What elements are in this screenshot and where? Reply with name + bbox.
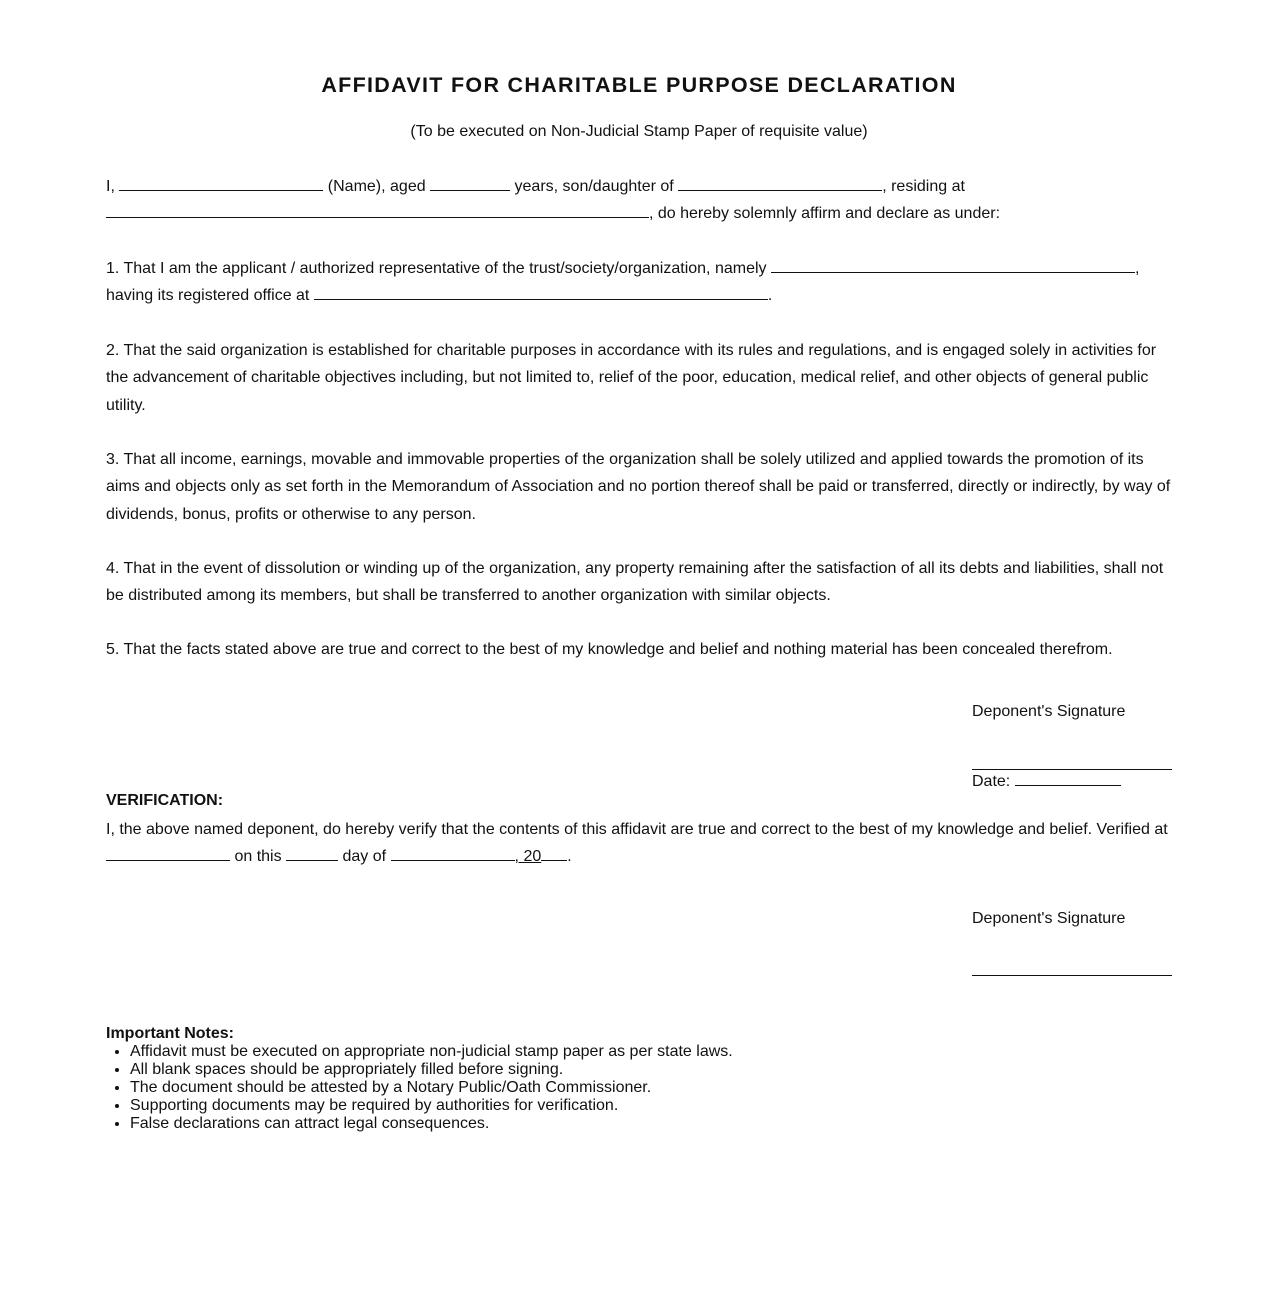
verification-text-end: . [567, 848, 572, 866]
verification-text-c: day of [342, 848, 387, 866]
intro-text-affirm: , do hereby solemnly affirm and declare as under: [649, 205, 1001, 223]
parent-name-blank[interactable] [678, 175, 882, 191]
clause-4: 4. That in the event of dissolution or winding up of the organization, any property remaining after the satisfaction of all its debts and liabilities, shall not be distributed among its members, but shall be transferred to another organization with similar objects. [106, 560, 1164, 605]
date-field [972, 770, 1121, 791]
organization-name-blank[interactable] [771, 257, 1135, 273]
verified-place-blank[interactable] [106, 845, 230, 861]
date-label: Date: [972, 773, 1011, 790]
intro-paragraph [106, 173, 1174, 228]
deponent-signature-block-2 [972, 910, 1172, 928]
clause-1-text-b: , [1134, 260, 1140, 277]
verified-day-blank[interactable] [286, 845, 338, 861]
note-item: • False declarations can attract legal consequences. [130, 1115, 1174, 1133]
intro-text-i: I, [106, 178, 115, 195]
verified-month-blank[interactable] [391, 845, 515, 861]
clause-2: 2. That the said organization is established for charitable purposes in accordance with its rules and regulations, and is engaged solely in activities for the advancement of charitable objectives including, but not limited to, relief of the poor, education, medical relief, and other objects of general public utility. [106, 342, 1157, 414]
date-blank[interactable] [1015, 770, 1121, 786]
verification-paragraph [106, 816, 1174, 871]
clause-1 [106, 255, 1174, 310]
important-notes [106, 1025, 1174, 1133]
notes-heading: Important Notes: [106, 1025, 234, 1042]
deponent-signature-label-1: Deponent's Signature [972, 703, 1126, 720]
note-item: • The document should be attested by a Notary Public/Oath Commissioner. [130, 1079, 1174, 1097]
intro-text-years: years, son/daughter of [514, 178, 674, 195]
intro-text-residing: , residing at [882, 178, 965, 195]
clause-1-text-a: 1. That I am the applicant / authorized representative of the trust/society/organization, namely [106, 260, 767, 277]
clause-1-text-c: having its registered office at [106, 287, 310, 305]
note-item: • Affidavit must be executed on appropriate non-judicial stamp paper as per state laws. [130, 1043, 1174, 1061]
verification-text-a: I, the above named deponent, do hereby verify that the contents of this affidavit are true and correct to the best of my knowledge and belief. Verified at [106, 821, 1168, 838]
clause-3: 3. That all income, earnings, movable and immovable properties of the organization shall be solely utilized and applied towards the promotion of its aims and objects only as set forth in the Memorandum of Association and no portion thereof shall be paid or transferred, directly or indirectly, by way of dividends, bonus, profits or otherwise to any person. [106, 451, 1171, 523]
name-blank[interactable] [119, 175, 323, 191]
verified-year-blank[interactable] [541, 845, 567, 861]
verification-year-prefix: , 20 [514, 848, 542, 866]
document-title: AFFIDAVIT FOR CHARITABLE PURPOSE DECLARATION [321, 73, 957, 97]
address-blank[interactable] [106, 202, 649, 218]
clause-5: 5. That the facts stated above are true and correct to the best of my knowledge and belief and nothing material has been concealed therefrom. [106, 641, 1113, 658]
deponent-signature-line-2[interactable] [972, 975, 1172, 976]
registered-office-blank[interactable] [314, 284, 768, 300]
intro-text-name: (Name), aged [327, 178, 426, 195]
document-subtitle: (To be executed on Non-Judicial Stamp Paper of requisite value) [410, 123, 868, 140]
note-item: • All blank spaces should be appropriately filled before signing. [130, 1061, 1174, 1079]
age-blank[interactable] [430, 175, 510, 191]
deponent-signature-label-2: Deponent's Signature [972, 910, 1126, 927]
notes-list [106, 1043, 1174, 1133]
note-item: • Supporting documents may be required by authorities for verification. [130, 1097, 1174, 1115]
clause-1-text-d: . [767, 287, 773, 305]
verification-heading: VERIFICATION: [106, 792, 224, 809]
deponent-signature-block-1 [972, 703, 1172, 790]
verification-text-b: on this [234, 848, 282, 866]
